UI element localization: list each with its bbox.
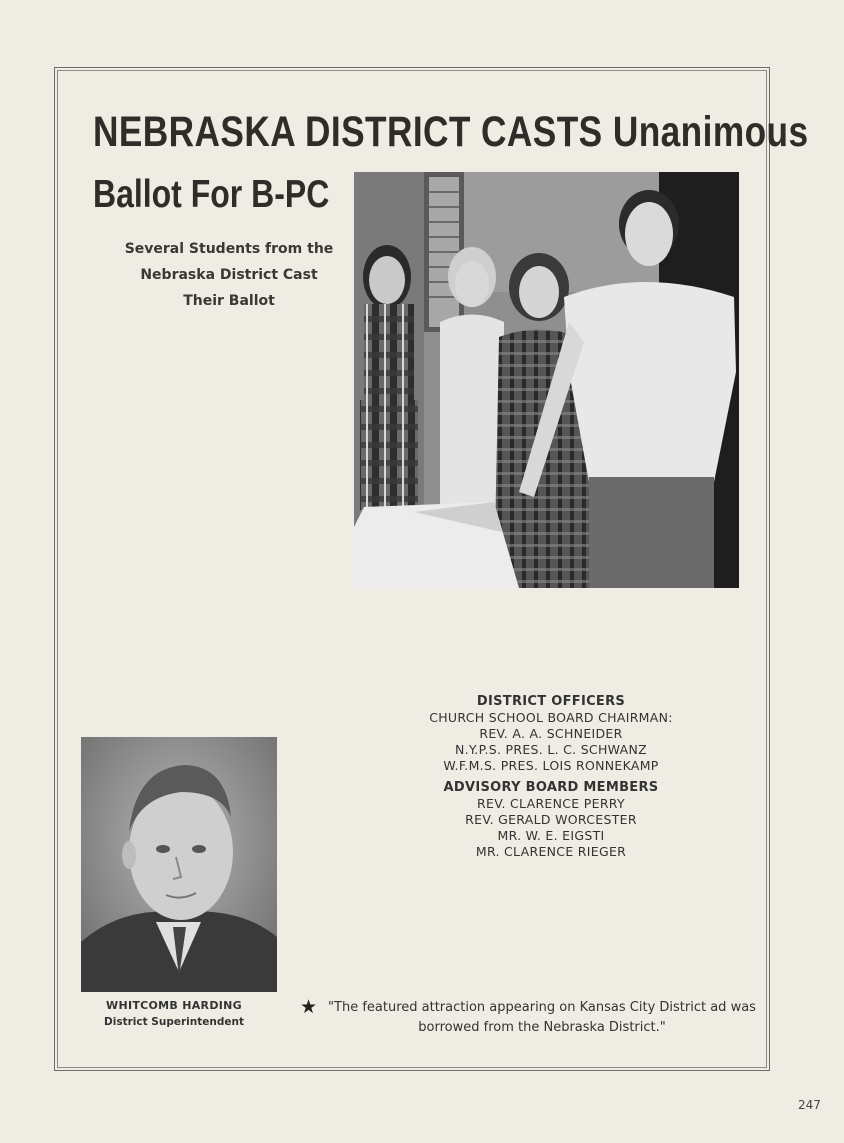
superintendent-title: District Superintendent bbox=[104, 1016, 244, 1028]
district-officers-heading: DISTRICT OFFICERS bbox=[476, 694, 626, 709]
group-photo-caption bbox=[120, 236, 338, 314]
officer-line: W.F.M.S. PRES. LOIS RONNEKAMP bbox=[443, 758, 659, 773]
district-officers-list bbox=[410, 694, 692, 860]
portrait-illustration bbox=[81, 737, 277, 992]
superintendent-portrait-photo bbox=[81, 737, 277, 992]
footnote-quote: "The featured attraction appearing on Kansas City District ad was borrowed from the Nebraska District." bbox=[328, 1000, 756, 1035]
officer-line: CHURCH SCHOOL BOARD CHAIRMAN: bbox=[429, 710, 673, 725]
advisory-member-line: MR. CLARENCE RIEGER bbox=[475, 844, 627, 859]
caption-line: Nebraska District Cast bbox=[140, 267, 318, 283]
officer-line: REV. A. A. SCHNEIDER bbox=[479, 726, 623, 741]
advisory-member-line: REV. GERALD WORCESTER bbox=[465, 812, 637, 827]
advisory-member-line: MR. W. E. EIGSTI bbox=[497, 828, 605, 843]
officer-line: N.Y.P.S. PRES. L. C. SCHWANZ bbox=[454, 742, 648, 757]
page-number: 247 bbox=[798, 1098, 821, 1112]
students-voting-photo bbox=[354, 172, 739, 588]
students-voting-illustration bbox=[354, 172, 739, 588]
caption-line: Several Students from the bbox=[124, 241, 334, 257]
advisory-board-heading: ADVISORY BOARD MEMBERS bbox=[443, 780, 659, 795]
star-icon: ★ bbox=[300, 996, 318, 1018]
caption-line: Their Ballot bbox=[183, 293, 275, 309]
superintendent-name: WHITCOMB HARDING bbox=[106, 999, 242, 1012]
headline-line-2: Ballot For B-PC bbox=[93, 173, 330, 216]
advisory-member-line: REV. CLARENCE PERRY bbox=[477, 796, 625, 811]
portrait-caption bbox=[84, 998, 264, 1030]
headline-line-1: NEBRASKA DISTRICT CASTS Unanimous bbox=[93, 108, 809, 156]
